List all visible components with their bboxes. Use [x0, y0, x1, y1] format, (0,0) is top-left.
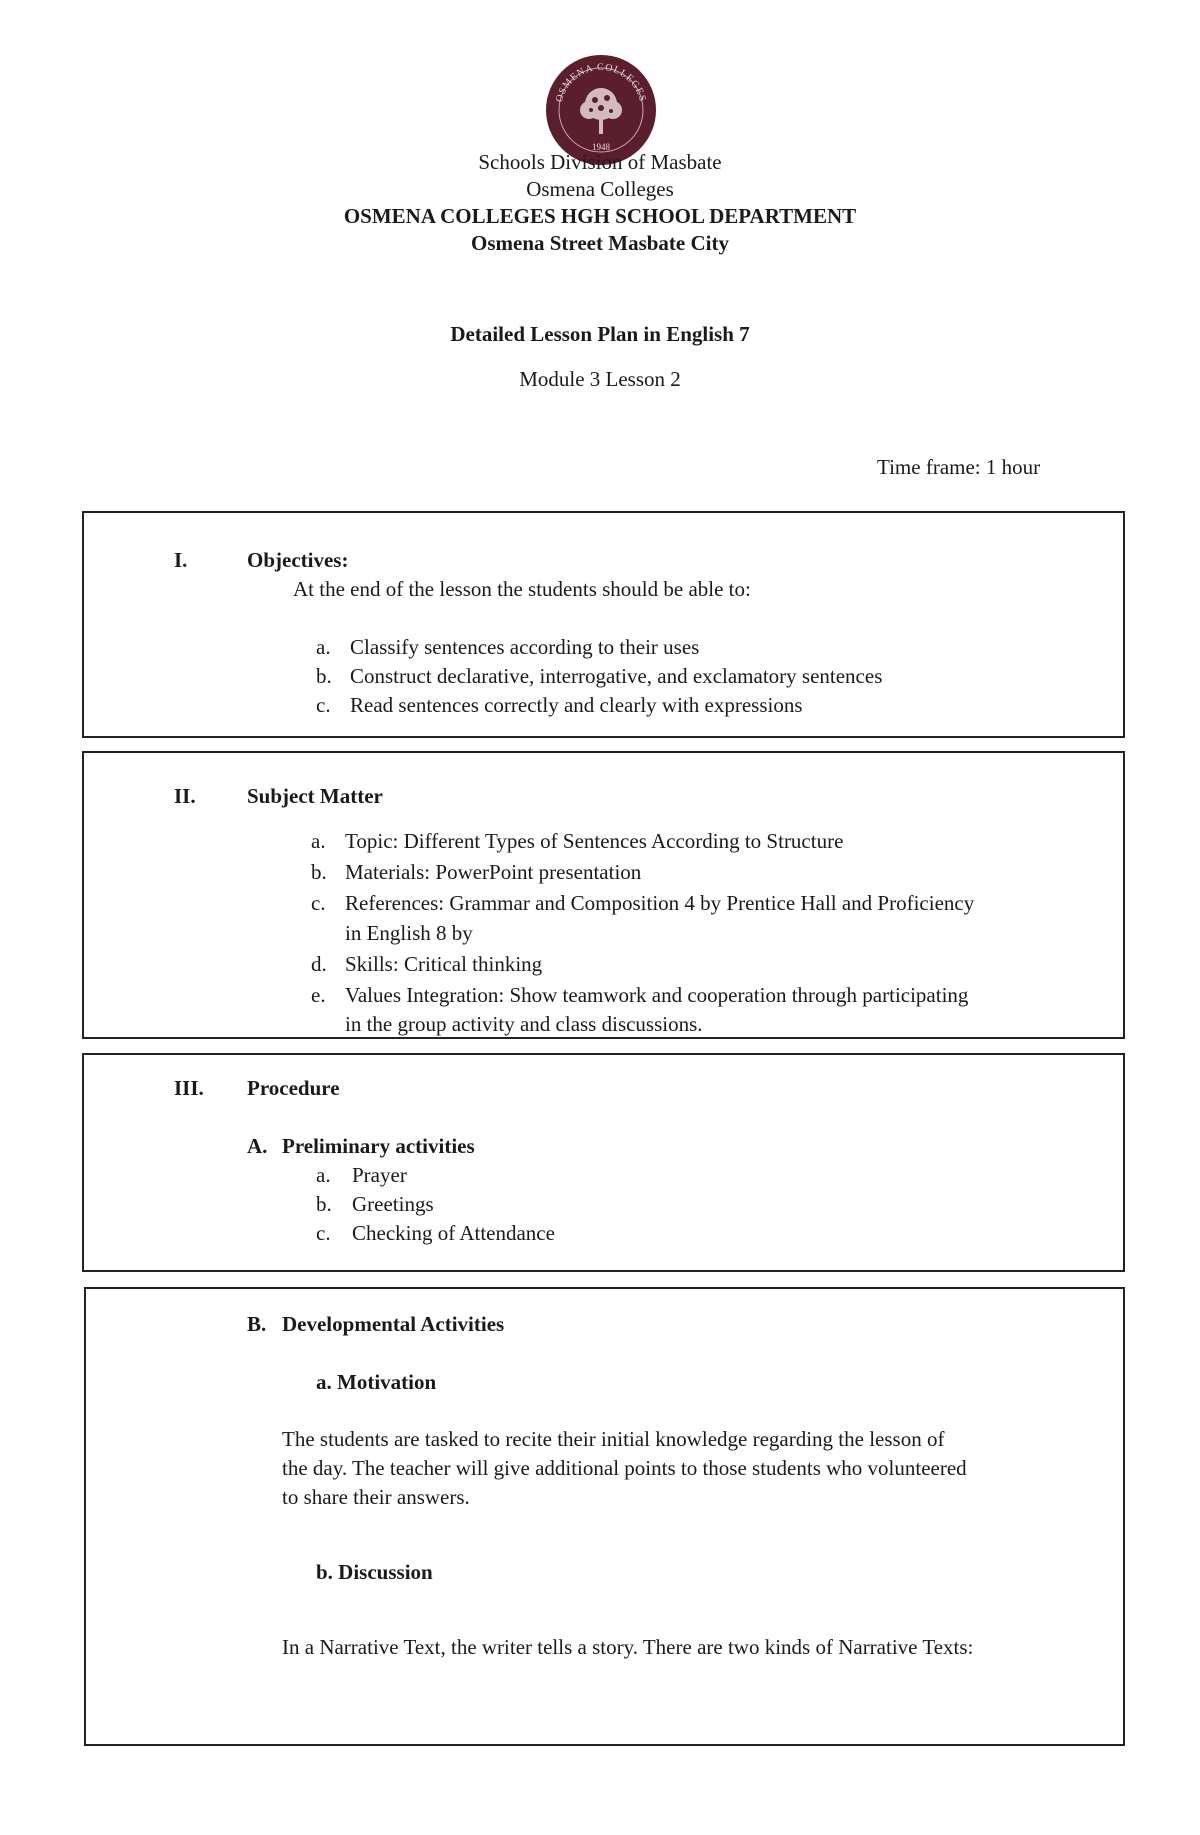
- subject-marker: d.: [311, 952, 327, 976]
- preliminary-item: Greetings: [352, 1192, 434, 1216]
- objectives-intro: At the end of the lesson the students should be able to:: [293, 577, 751, 601]
- subject-marker: e.: [311, 983, 326, 1007]
- developmental-box: [84, 1287, 1125, 1746]
- preliminary-item: Prayer: [352, 1163, 407, 1187]
- subject-matter-numeral: II.: [174, 784, 196, 808]
- subject-item: Topic: Different Types of Sentences According to Structure: [345, 829, 844, 853]
- time-frame: Time frame: 1 hour: [877, 455, 1041, 479]
- developmental-label: B.: [247, 1312, 267, 1336]
- procedure-heading: Procedure: [247, 1076, 340, 1100]
- header-department: OSMENA COLLEGES HGH SCHOOL DEPARTMENT: [343, 204, 857, 228]
- objectives-numeral: I.: [174, 548, 188, 572]
- motivation-text: the day. The teacher will give additional points to those students who volunteered: [282, 1456, 967, 1480]
- preliminary-label: A.: [247, 1134, 268, 1158]
- subject-marker: b.: [311, 860, 327, 884]
- objective-item: Classify sentences according to their uses: [350, 635, 700, 659]
- objective-marker: b.: [316, 664, 332, 688]
- subject-item: Skills: Critical thinking: [345, 952, 543, 976]
- motivation-text: The students are tasked to recite their initial knowledge regarding the lesson of: [282, 1427, 945, 1451]
- document-title: Detailed Lesson Plan in English 7: [450, 322, 750, 346]
- preliminary-item: Checking of Attendance: [352, 1221, 555, 1245]
- subject-matter-heading: Subject Matter: [247, 784, 383, 808]
- motivation-heading: a. Motivation: [316, 1370, 437, 1394]
- motivation-text: to share their answers.: [282, 1485, 470, 1509]
- subject-marker: a.: [311, 829, 326, 853]
- header-address: Osmena Street Masbate City: [471, 231, 729, 255]
- preliminary-marker: c.: [316, 1221, 331, 1245]
- objective-item: Read sentences correctly and clearly with expressions: [350, 693, 803, 717]
- objective-marker: c.: [316, 693, 331, 717]
- preliminary-heading: Preliminary activities: [282, 1134, 475, 1158]
- discussion-heading: b. Discussion: [316, 1560, 433, 1584]
- procedure-numeral: III.: [174, 1076, 204, 1100]
- procedure-box: [82, 1053, 1125, 1272]
- seal-year-text: 1948: [592, 142, 610, 152]
- subject-marker: c.: [311, 891, 326, 915]
- objectives-heading: Objectives:: [247, 548, 349, 572]
- subject-item: Values Integration: Show teamwork and cooperation through participating: [345, 983, 969, 1007]
- subject-item: References: Grammar and Composition 4 by Prentice Hall and Proficiency: [345, 891, 975, 915]
- objective-marker: a.: [316, 635, 331, 659]
- discussion-text: In a Narrative Text, the writer tells a story. There are two kinds of Narrative Texts:: [282, 1635, 974, 1659]
- document-subtitle: Module 3 Lesson 2: [519, 367, 681, 391]
- preliminary-marker: a.: [316, 1163, 331, 1187]
- developmental-heading: Developmental Activities: [282, 1312, 505, 1336]
- preliminary-marker: b.: [316, 1192, 332, 1216]
- seal-ring-text: OSMENA COLLEGES: [553, 61, 649, 104]
- subject-item-continued: in the group activity and class discussions.: [345, 1012, 703, 1036]
- subject-item-continued: in English 8 by: [345, 921, 473, 945]
- header-school: Osmena Colleges: [526, 177, 674, 201]
- subject-item: Materials: PowerPoint presentation: [345, 860, 642, 884]
- objective-item: Construct declarative, interrogative, and exclamatory sentences: [350, 664, 883, 688]
- header-division: Schools Division of Masbate: [478, 150, 722, 174]
